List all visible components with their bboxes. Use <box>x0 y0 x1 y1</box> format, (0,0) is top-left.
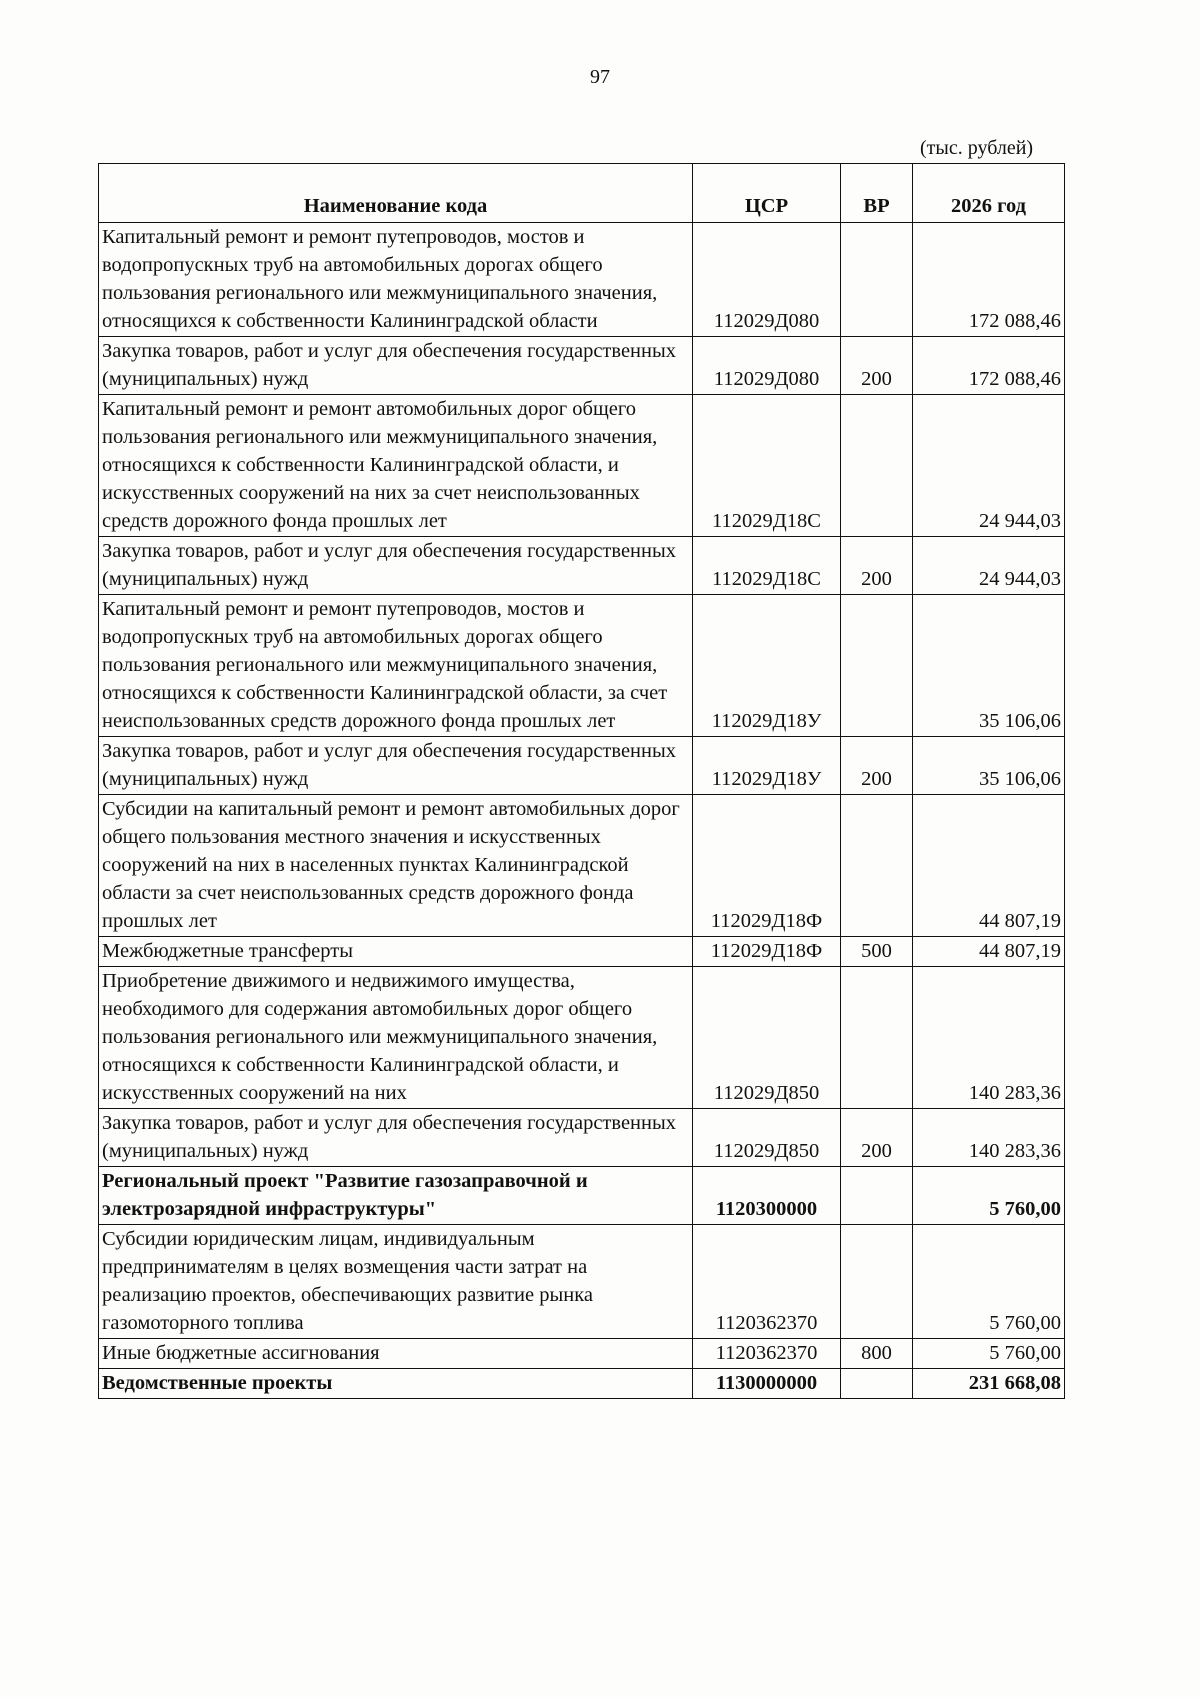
row-sum: 5 760,00 <box>913 1167 1065 1225</box>
row-sum: 35 106,06 <box>913 595 1065 737</box>
row-sum: 24 944,03 <box>913 537 1065 595</box>
table-row <box>99 337 1065 395</box>
row-vr: 200 <box>841 737 913 795</box>
row-csr: 112029Д080 <box>693 223 841 337</box>
table-row <box>99 223 1065 337</box>
row-name: Региональный проект "Развитие газозаправочной и электрозарядной инфраструктуры" <box>99 1167 693 1225</box>
row-name: Приобретение движимого и недвижимого имущества, необходимого для содержания автомобильных дорог общего пользования регионального или межмуниципального значения, относящихся к собственности Калининградской области, и искусственных сооружений на них <box>99 967 693 1109</box>
table-row <box>99 737 1065 795</box>
table-row-section <box>99 1369 1065 1399</box>
table-row <box>99 395 1065 537</box>
row-csr: 112029Д18С <box>693 537 841 595</box>
row-csr: 1120300000 <box>693 1167 841 1225</box>
header-name: Наименование кода <box>99 164 693 223</box>
row-csr: 112029Д18У <box>693 737 841 795</box>
row-name: Капитальный ремонт и ремонт автомобильных дорог общего пользования регионального или межмуниципального значения, относящихся к собственности Калининградской области, и искусственных сооружений на них за счет неиспользованных средств дорожного фонда прошлых лет <box>99 395 693 537</box>
row-csr: 1120362370 <box>693 1225 841 1339</box>
row-name: Закупка товаров, работ и услуг для обеспечения государственных (муниципальных) нужд <box>99 537 693 595</box>
row-name: Ведомственные проекты <box>99 1369 693 1399</box>
table-row <box>99 967 1065 1109</box>
row-sum: 140 283,36 <box>913 1109 1065 1167</box>
row-name: Закупка товаров, работ и услуг для обеспечения государственных (муниципальных) нужд <box>99 1109 693 1167</box>
table-row-section <box>99 1167 1065 1225</box>
row-sum: 140 283,36 <box>913 967 1065 1109</box>
row-vr: 200 <box>841 537 913 595</box>
table-row <box>99 1339 1065 1369</box>
row-vr <box>841 595 913 737</box>
table-row <box>99 537 1065 595</box>
row-name: Капитальный ремонт и ремонт путепроводов, мостов и водопропускных труб на автомобильных дорогах общего пользования регионального или межмуниципального значения, относящихся к собственности Калининградской области <box>99 223 693 337</box>
row-vr <box>841 795 913 937</box>
row-csr: 112029Д18Ф <box>693 795 841 937</box>
row-csr: 1120362370 <box>693 1339 841 1369</box>
row-vr <box>841 1225 913 1339</box>
table-row <box>99 795 1065 937</box>
row-sum: 44 807,19 <box>913 937 1065 967</box>
row-sum: 231 668,08 <box>913 1369 1065 1399</box>
page-number: 97 <box>590 66 610 88</box>
row-vr <box>841 1167 913 1225</box>
row-sum: 44 807,19 <box>913 795 1065 937</box>
row-csr: 112029Д850 <box>693 1109 841 1167</box>
header-year: 2026 год <box>913 164 1065 223</box>
row-sum: 172 088,46 <box>913 337 1065 395</box>
table-row <box>99 937 1065 967</box>
row-name: Иные бюджетные ассигнования <box>99 1339 693 1369</box>
row-csr: 112029Д18С <box>693 395 841 537</box>
row-vr <box>841 1369 913 1399</box>
row-name: Субсидии на капитальный ремонт и ремонт автомобильных дорог общего пользования местного значения и искусственных сооружений на них в населенных пунктах Калининградской области за счет неиспользованных средств дорожного фонда прошлых лет <box>99 795 693 937</box>
row-sum: 5 760,00 <box>913 1225 1065 1339</box>
row-name: Субсидии юридическим лицам, индивидуальным предпринимателям в целях возмещения части затрат на реализацию проектов, обеспечивающих развитие рынка газомоторного топлива <box>99 1225 693 1339</box>
row-vr: 500 <box>841 937 913 967</box>
row-sum: 24 944,03 <box>913 395 1065 537</box>
row-vr <box>841 967 913 1109</box>
row-csr: 112029Д850 <box>693 967 841 1109</box>
header-csr: ЦСР <box>693 164 841 223</box>
row-name: Закупка товаров, работ и услуг для обеспечения государственных (муниципальных) нужд <box>99 337 693 395</box>
row-csr: 1130000000 <box>693 1369 841 1399</box>
header-vr: ВР <box>841 164 913 223</box>
row-csr: 112029Д18Ф <box>693 937 841 967</box>
row-name: Межбюджетные трансферты <box>99 937 693 967</box>
table-row <box>99 595 1065 737</box>
row-sum: 5 760,00 <box>913 1339 1065 1369</box>
row-vr: 800 <box>841 1339 913 1369</box>
row-sum: 35 106,06 <box>913 737 1065 795</box>
row-sum: 172 088,46 <box>913 223 1065 337</box>
row-vr <box>841 395 913 537</box>
row-csr: 112029Д18У <box>693 595 841 737</box>
table-row <box>99 1225 1065 1339</box>
table-header-row <box>99 164 1065 223</box>
row-vr: 200 <box>841 337 913 395</box>
row-vr <box>841 223 913 337</box>
units-label: (тыс. рублей) <box>920 137 1034 159</box>
row-name: Закупка товаров, работ и услуг для обеспечения государственных (муниципальных) нужд <box>99 737 693 795</box>
budget-table <box>98 163 1065 1399</box>
row-name: Капитальный ремонт и ремонт путепроводов, мостов и водопропускных труб на автомобильных дорогах общего пользования регионального или межмуниципального значения, относящихся к собственности Калининградской области, за счет неиспользованных средств дорожного фонда прошлых лет <box>99 595 693 737</box>
table-row <box>99 1109 1065 1167</box>
row-csr: 112029Д080 <box>693 337 841 395</box>
row-vr: 200 <box>841 1109 913 1167</box>
